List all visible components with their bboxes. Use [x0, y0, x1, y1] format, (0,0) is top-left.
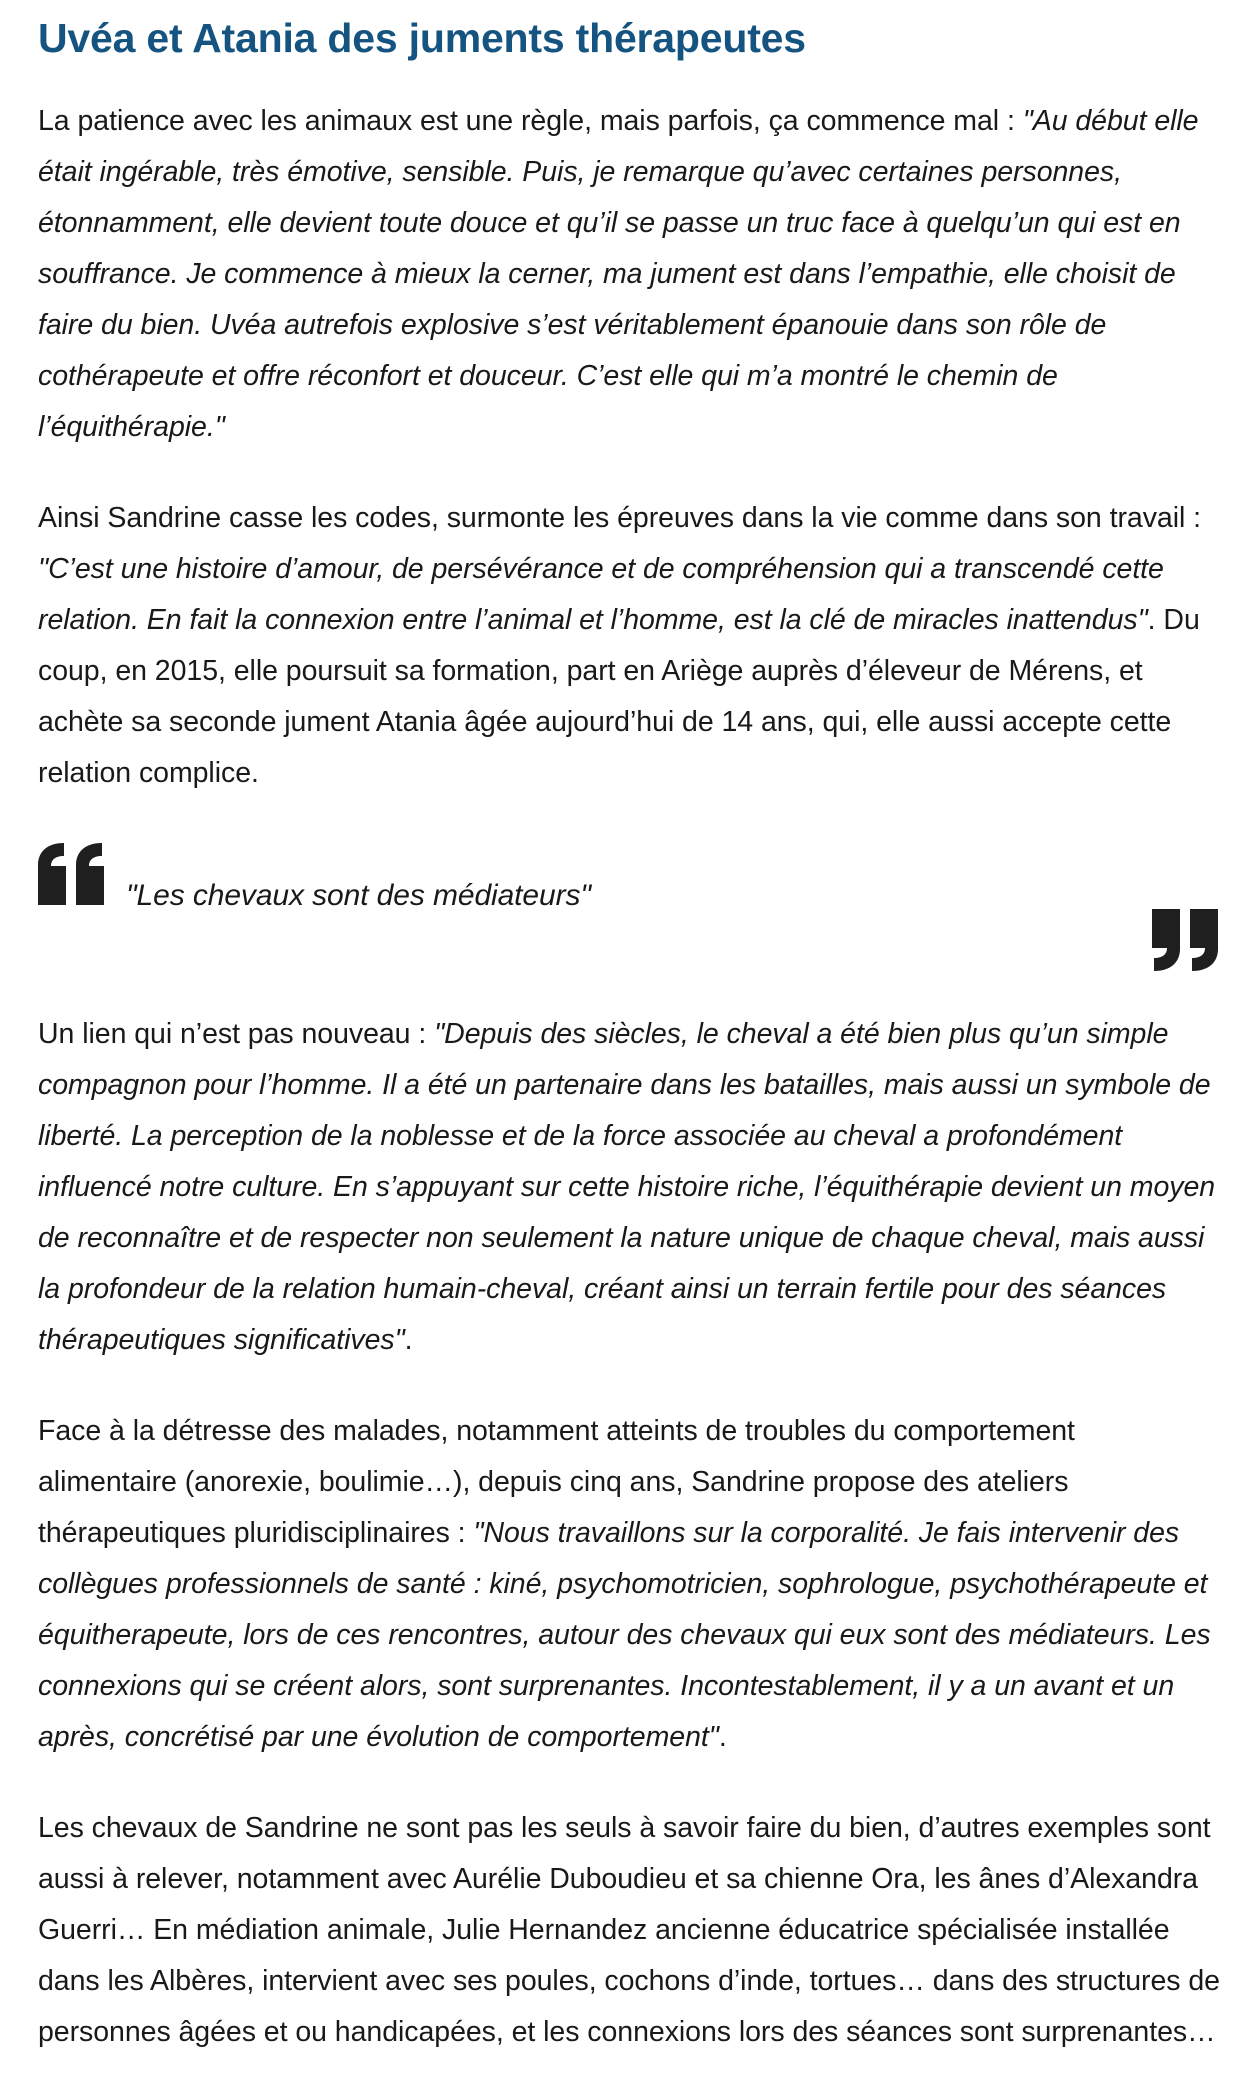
paragraph-1-segment-2: "Au début elle était ingérable, très émotive, sensible. Puis, je remarque qu’avec certaines personnes, étonnamment, elle devient toute douce et qu’il se passe un truc face à quelqu’un qui est en souffrance. Je commence à mieux la cerner, ma jument est dans l’empathie, elle choisit de faire du bien. Uvéa autrefois explosive s’est véritablement épanouie dans son rôle de cothérapeute et offre réconfort et douceur. C’est elle qui m’a montré le chemin de l’équithérapie.": [38, 105, 1199, 444]
paragraph-1-segment-1: La patience avec les animaux est une règle, mais parfois, ça commence mal :: [38, 105, 1023, 138]
paragraph-2-segment-1: Ainsi Sandrine casse les codes, surmonte les épreuves dans la vie comme dans son travail :: [38, 502, 1201, 535]
paragraph-2-segment-3: . Du coup, en 2015, elle poursuit sa formation, part en Ariège auprès d’éleveur de Mérens, et achète sa seconde jument Atania âgée aujourd’hui de 14 ans, qui, elle aussi accepte cette relation complice.: [38, 604, 1200, 790]
paragraph-4-segment-1: Face à la détresse des malades, notamment atteints de troubles du comportement alimentaire (anorexie, boulimie…), depuis cinq ans, Sandrine propose des ateliers thérapeutiques pluridisciplinaires :: [38, 1415, 1075, 1550]
pullquote-text: "Les chevaux sont des médiateurs": [126, 879, 591, 913]
pullquote-row: [38, 839, 1220, 915]
paragraph-4: [38, 1406, 1220, 1763]
paragraph-5: [38, 1803, 1220, 2058]
paragraph-2-segment-2: "C’est une histoire d’amour, de persévérance et de compréhension qui a transcendé cette relation. En fait la connexion entre l’animal et l’homme, est la clé de miracles inattendus": [38, 553, 1164, 637]
quote-open-icon: [38, 843, 104, 905]
quote-close-icon: [1152, 909, 1218, 971]
page-title: Uvéa et Atania des juments thérapeutes: [38, 15, 806, 61]
paragraph-3-segment-1: Un lien qui n’est pas nouveau :: [38, 1018, 435, 1051]
pullquote: [38, 839, 1220, 971]
paragraph-4-segment-2: "Nous travaillons sur la corporalité. Je fais intervenir des collègues professionnels de santé : kiné, psychomotricien, sophrologue, psychothérapeute et équitherapeute, lors de ces rencontres, autour des chevaux qui eux sont des médiateurs. Les connexions qui se créent alors, sont surprenantes. Incontestablement, il y a un avant et un après, concrétisé par une évolution de comportement": [38, 1517, 1211, 1754]
paragraph-3: [38, 1009, 1220, 1366]
paragraph-3-segment-3: .: [404, 1324, 413, 1357]
paragraph-3-segment-2: "Depuis des siècles, le cheval a été bien plus qu’un simple compagnon pour l’homme. Il a été un partenaire dans les batailles, mais aussi un symbole de liberté. La perception de la noblesse et de la force associée au cheval a profondément influencé notre culture. En s’appuyant sur cette histoire riche, l’équithérapie devient un moyen de reconnaître et de respecter non seulement la nature unique de chaque cheval, mais aussi la profondeur de la relation humain-cheval, créant ainsi un terrain fertile pour des séances thérapeutiques significatives": [38, 1018, 1216, 1357]
paragraph-5-segment-1: Les chevaux de Sandrine ne sont pas les seuls à savoir faire du bien, d’autres exemples sont aussi à relever, notamment avec Aurélie Duboudieu et sa chienne Ora, les ânes d’Alexandra Guerri… En médiation animale, Julie Hernandez ancienne éducatrice spécialisée installée dans les Albères, intervient avec ses poules, cochons d’inde, tortues… dans des structures de personnes âgées et ou handicapées, et les connexions lors des séances sont surprenantes…: [38, 1812, 1220, 2049]
paragraph-2: [38, 493, 1220, 799]
paragraph-1: [38, 96, 1220, 453]
paragraph-4-segment-3: .: [718, 1721, 727, 1754]
